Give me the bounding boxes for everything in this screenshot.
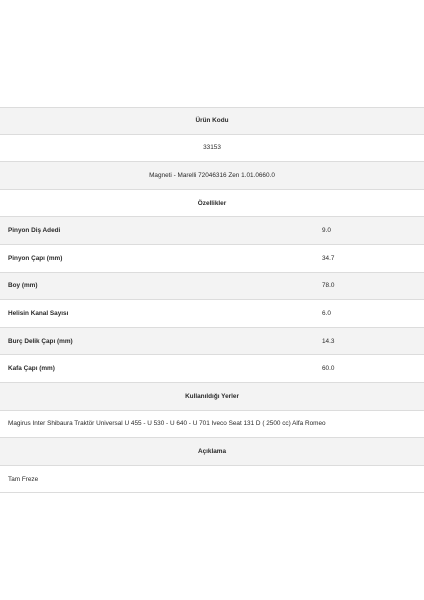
spec-row-helix-grooves xyxy=(0,300,424,328)
spec-label: Burç Delik Çapı (mm) xyxy=(8,337,73,345)
product-code-heading: Ürün Kodu xyxy=(195,117,229,125)
spec-row-pinion-diameter xyxy=(0,245,424,273)
spec-label: Boy (mm) xyxy=(8,282,38,290)
spec-label: Kafa Çapı (mm) xyxy=(8,365,55,373)
spec-row-bushing-bore xyxy=(0,328,424,356)
oem-code-value: Magneti - Marelli 72046316 Zen 1.01.0660.0 xyxy=(149,171,275,179)
features-heading-row xyxy=(0,190,424,218)
usage-text: Magirus Inter Shibaura Traktör Universal U 455 - U 530 - U 640 - U 701 Iveco Seat 131 D ( 2500 cc) Alfa Romeo xyxy=(8,420,326,428)
usage-heading: Kullanıldığı Yerler xyxy=(185,392,239,400)
description-text: Tam Freze xyxy=(8,475,39,483)
spec-row-pinion-teeth xyxy=(0,217,424,245)
product-code-value: 33153 xyxy=(203,144,221,152)
description-heading-row xyxy=(0,438,424,466)
spec-label: Pinyon Çapı (mm) xyxy=(8,254,63,262)
usage-row xyxy=(0,411,424,439)
spec-value: 14.3 xyxy=(322,337,335,345)
spec-label: Pinyon Diş Adedi xyxy=(8,227,61,235)
description-heading: Açıklama xyxy=(197,447,227,455)
oem-code-row xyxy=(0,162,424,190)
usage-heading-row xyxy=(0,383,424,411)
product-code-row xyxy=(0,135,424,163)
product-code-heading-row xyxy=(0,107,424,135)
product-spec-table xyxy=(0,107,424,493)
spec-value: 6.0 xyxy=(322,309,331,317)
spec-row-length xyxy=(0,273,424,301)
description-row xyxy=(0,466,424,494)
features-heading: Özellikler xyxy=(197,199,227,207)
spec-value: 60.0 xyxy=(322,365,335,373)
spec-value: 34.7 xyxy=(322,254,335,262)
spec-row-head-diameter xyxy=(0,355,424,383)
spec-value: 9.0 xyxy=(322,227,331,235)
spec-value: 78.0 xyxy=(322,282,335,290)
spec-label: Helisin Kanal Sayısı xyxy=(8,309,69,317)
